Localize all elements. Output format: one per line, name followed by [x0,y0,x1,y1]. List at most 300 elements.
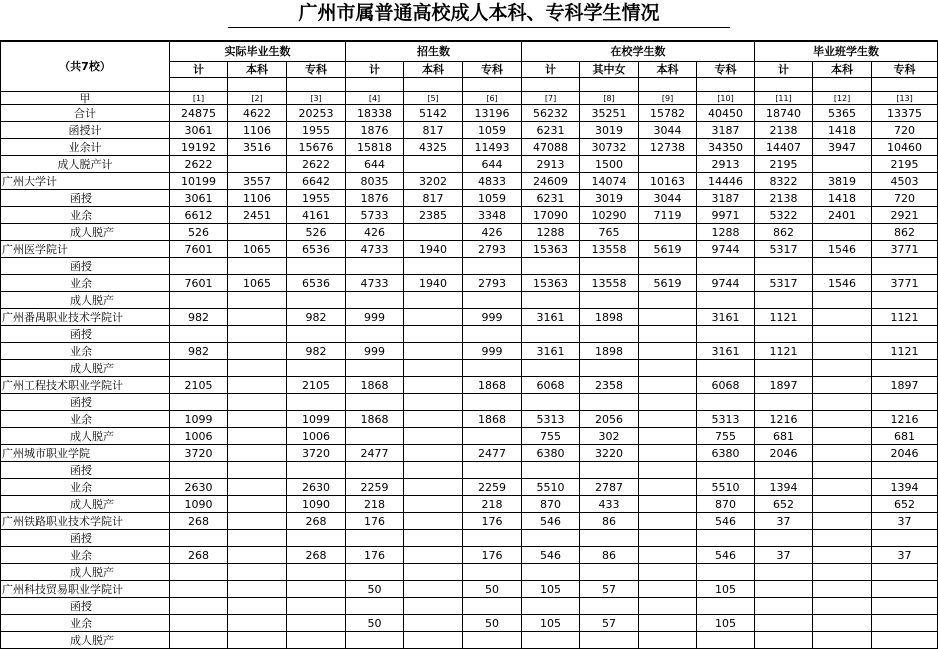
table-cell [287,394,346,411]
table-cell: 720 [872,122,938,139]
table-row [1,292,938,309]
table-cell: 1955 [287,122,346,139]
table-row [1,122,938,139]
group-header: 实际毕业生数 [170,41,346,62]
table-cell: 3557 [228,173,287,190]
table-cell [872,292,938,309]
table-row [1,581,938,598]
table-cell: 47088 [522,139,580,156]
table-cell [228,598,287,615]
subheader: 专科 [697,62,755,78]
table-row [1,632,938,649]
table-cell: 652 [872,496,938,513]
table-cell [522,258,580,275]
table-cell [404,632,463,649]
table-cell [463,326,522,343]
table-cell: 2105 [170,377,228,394]
table-cell [697,462,755,479]
table-cell: 999 [346,343,404,360]
table-cell: 2195 [755,156,813,173]
table-cell: 2477 [346,445,404,462]
row-label: 合计 [1,105,170,122]
table-cell: 176 [463,547,522,564]
table-cell [346,632,404,649]
blank-cell [697,78,755,92]
data-table [0,40,938,649]
table-cell: 2385 [404,207,463,224]
table-cell: 8322 [755,173,813,190]
table-cell [170,292,228,309]
table-cell [872,564,938,581]
table-cell: 6068 [697,377,755,394]
blank-cell [170,78,228,92]
table-cell: 57 [580,615,639,632]
table-cell [755,292,813,309]
table-cell [404,564,463,581]
table-cell [813,258,872,275]
row-label: 成人脱产 [1,564,170,581]
table-cell: 11493 [463,139,522,156]
table-cell: 4733 [346,275,404,292]
table-cell: 681 [872,428,938,445]
table-row [1,360,938,377]
table-cell: 268 [287,547,346,564]
table-cell: 24609 [522,173,580,190]
table-cell: 6536 [287,241,346,258]
table-cell [813,564,872,581]
table-row [1,530,938,547]
table-cell: 1006 [287,428,346,445]
table-cell: 1546 [813,275,872,292]
table-cell [522,530,580,547]
table-cell [580,360,639,377]
table-cell [228,309,287,326]
table-cell [639,326,697,343]
table-cell [813,292,872,309]
table-cell: 14407 [755,139,813,156]
table-cell [755,462,813,479]
table-cell [813,530,872,547]
table-cell [522,462,580,479]
table-cell [872,581,938,598]
table-cell [346,428,404,445]
table-cell: 105 [522,581,580,598]
table-cell [228,445,287,462]
table-cell: 17090 [522,207,580,224]
table-cell [813,411,872,428]
table-cell: 3220 [580,445,639,462]
blank-cell [522,78,580,92]
table-cell [639,309,697,326]
table-cell [346,394,404,411]
table-cell: 1065 [228,275,287,292]
blank-cell [346,78,404,92]
table-cell: 1288 [697,224,755,241]
subheader: 计 [170,62,228,78]
row-label: 函授 [1,530,170,547]
table-cell [170,632,228,649]
table-cell: 546 [697,547,755,564]
table-cell: 57 [580,581,639,598]
table-cell [404,445,463,462]
table-cell [346,292,404,309]
table-row [1,275,938,292]
table-cell: 7601 [170,241,228,258]
table-cell: 1106 [228,122,287,139]
table-cell: 1065 [228,241,287,258]
table-cell [813,360,872,377]
blank-cell [287,78,346,92]
table-cell [170,394,228,411]
table-cell: 5142 [404,105,463,122]
table-cell [228,547,287,564]
table-cell [639,547,697,564]
row-label: 成人脱产 [1,632,170,649]
table-cell [404,411,463,428]
table-row [1,173,938,190]
table-cell [522,394,580,411]
table-cell [228,581,287,598]
table-cell: 3161 [522,343,580,360]
table-cell: 6612 [170,207,228,224]
table-cell [346,598,404,615]
table-cell [697,632,755,649]
table-cell [170,462,228,479]
table-cell [404,326,463,343]
table-cell: 3771 [872,275,938,292]
table-cell: 644 [463,156,522,173]
subheader: 专科 [463,62,522,78]
subheader: 本科 [404,62,463,78]
table-cell: 1099 [287,411,346,428]
table-cell: 426 [463,224,522,241]
table-row [1,139,938,156]
blank-cell [813,78,872,92]
table-cell: 5313 [697,411,755,428]
table-cell [639,513,697,530]
table-cell: 1868 [463,377,522,394]
table-cell: 2259 [346,479,404,496]
table-cell [639,632,697,649]
table-cell [404,496,463,513]
table-cell: 30732 [580,139,639,156]
table-cell: 1121 [755,343,813,360]
column-code: [4] [346,92,404,105]
table-cell [697,258,755,275]
table-cell [755,258,813,275]
table-cell [639,156,697,173]
table-cell: 20253 [287,105,346,122]
table-cell [228,377,287,394]
table-cell [228,564,287,581]
table-cell: 720 [872,190,938,207]
table-cell [580,530,639,547]
table-cell: 50 [463,581,522,598]
row-label: 业余 [1,615,170,632]
table-cell: 14074 [580,173,639,190]
table-cell: 2787 [580,479,639,496]
table-cell: 5317 [755,275,813,292]
table-cell: 37 [872,547,938,564]
table-cell [755,615,813,632]
table-cell [639,428,697,445]
row-label: 函授 [1,394,170,411]
group-header: 毕业班学生数 [755,41,938,62]
table-cell: 105 [697,581,755,598]
subheader: 专科 [287,62,346,78]
table-cell [872,326,938,343]
row-label: 函授 [1,598,170,615]
table-cell: 6380 [522,445,580,462]
table-cell: 24875 [170,105,228,122]
table-cell [170,326,228,343]
row-label: 广州城市职业学院 [1,445,170,462]
table-cell: 1418 [813,190,872,207]
table-row [1,156,938,173]
page-title: 广州市属普通高校成人本科、专科学生情况 [228,0,730,28]
column-code: [8] [580,92,639,105]
table-cell: 9744 [697,275,755,292]
table-cell: 2401 [813,207,872,224]
table-cell: 3044 [639,122,697,139]
table-cell: 9971 [697,207,755,224]
table-row [1,445,938,462]
table-cell: 982 [287,343,346,360]
table-cell: 4833 [463,173,522,190]
table-cell: 3044 [639,190,697,207]
table-cell: 862 [755,224,813,241]
blank-cell [228,78,287,92]
table-cell: 2630 [170,479,228,496]
row-label: 成人脱产计 [1,156,170,173]
column-code: [11] [755,92,813,105]
table-cell [287,564,346,581]
table-cell: 644 [346,156,404,173]
table-cell [872,462,938,479]
table-cell: 35251 [580,105,639,122]
table-cell: 176 [346,547,404,564]
table-cell: 105 [697,615,755,632]
table-cell [639,292,697,309]
table-cell: 5733 [346,207,404,224]
table-cell [580,258,639,275]
table-cell [228,479,287,496]
subheader: 其中女 [580,62,639,78]
table-cell: 86 [580,513,639,530]
table-cell: 2195 [872,156,938,173]
table-cell: 2046 [755,445,813,462]
table-cell [228,513,287,530]
table-cell: 2921 [872,207,938,224]
table-cell [639,445,697,462]
table-cell: 4733 [346,241,404,258]
table-row [1,190,938,207]
table-cell: 999 [463,343,522,360]
table-cell: 6068 [522,377,580,394]
table-cell [697,598,755,615]
table-cell: 15782 [639,105,697,122]
table-row [1,428,938,445]
table-cell: 18338 [346,105,404,122]
table-row [1,241,938,258]
table-cell [463,394,522,411]
table-cell: 4325 [404,139,463,156]
table-cell [639,411,697,428]
table-cell: 3019 [580,190,639,207]
table-cell [228,411,287,428]
column-code: [2] [228,92,287,105]
table-cell [813,513,872,530]
table-cell [404,309,463,326]
table-row [1,105,938,122]
subheader: 本科 [813,62,872,78]
subheader: 计 [755,62,813,78]
table-cell [463,598,522,615]
row-label: 成人脱产 [1,496,170,513]
table-cell: 546 [522,513,580,530]
table-cell [228,462,287,479]
table-cell: 870 [697,496,755,513]
table-cell [697,564,755,581]
table-cell: 3771 [872,241,938,258]
header-row-codes [1,92,938,105]
table-cell [346,462,404,479]
column-code: [12] [813,92,872,105]
table-cell [463,428,522,445]
table-cell [580,326,639,343]
table-cell: 1394 [755,479,813,496]
table-cell: 13558 [580,275,639,292]
table-cell: 176 [346,513,404,530]
table-cell: 2630 [287,479,346,496]
table-cell [228,428,287,445]
table-cell: 6642 [287,173,346,190]
subheader: 计 [346,62,404,78]
table-cell: 50 [346,615,404,632]
row-label: 函授计 [1,122,170,139]
table-cell: 15818 [346,139,404,156]
table-cell: 3061 [170,122,228,139]
table-cell: 999 [346,309,404,326]
table-cell: 1897 [755,377,813,394]
header-row-groups [1,41,938,62]
table-cell [463,462,522,479]
table-cell: 3348 [463,207,522,224]
table-cell: 3187 [697,190,755,207]
table-cell: 1868 [463,411,522,428]
table-cell [872,615,938,632]
table-cell [697,530,755,547]
table-row [1,462,938,479]
table-cell: 1121 [872,343,938,360]
table-cell: 1059 [463,122,522,139]
table-cell: 7601 [170,275,228,292]
table-cell: 6536 [287,275,346,292]
table-cell [639,258,697,275]
table-cell [580,632,639,649]
table-cell [404,479,463,496]
table-cell: 2358 [580,377,639,394]
table-cell [404,615,463,632]
table-cell: 218 [463,496,522,513]
table-cell: 3161 [697,343,755,360]
table-cell: 5619 [639,241,697,258]
row-label: 广州大学计 [1,173,170,190]
table-cell [228,530,287,547]
table-cell: 2056 [580,411,639,428]
row-label: 函授 [1,462,170,479]
blank-cell [580,78,639,92]
table-cell [639,615,697,632]
table-cell: 5619 [639,275,697,292]
table-cell: 14446 [697,173,755,190]
table-cell: 13375 [872,105,938,122]
table-cell [228,224,287,241]
table-cell: 2793 [463,275,522,292]
table-cell [580,394,639,411]
table-cell [287,360,346,377]
table-cell [346,326,404,343]
table-cell: 982 [170,309,228,326]
row-label: 广州工程技术职业学院计 [1,377,170,394]
table-cell [463,292,522,309]
table-cell: 3720 [287,445,346,462]
table-row [1,224,938,241]
table-cell: 765 [580,224,639,241]
table-cell [580,564,639,581]
table-cell [170,598,228,615]
row-label: 成人脱产 [1,428,170,445]
spreadsheet [0,40,937,647]
table-cell: 870 [522,496,580,513]
table-cell [404,224,463,241]
blank-cell [463,78,522,92]
column-code: [10] [697,92,755,105]
table-cell [639,598,697,615]
table-cell: 5322 [755,207,813,224]
column-code: [13] [872,92,938,105]
column-code: [1] [170,92,228,105]
table-cell [639,394,697,411]
table-cell [697,360,755,377]
table-cell: 1099 [170,411,228,428]
table-cell: 4622 [228,105,287,122]
table-cell [872,258,938,275]
table-cell [813,428,872,445]
table-cell [463,360,522,377]
table-cell [755,530,813,547]
column-code: [7] [522,92,580,105]
table-cell: 19192 [170,139,228,156]
table-cell [872,632,938,649]
table-cell [228,258,287,275]
table-cell: 1898 [580,309,639,326]
table-row [1,547,938,564]
table-cell [639,479,697,496]
table-row [1,564,938,581]
table-cell [522,632,580,649]
table-cell [522,598,580,615]
table-cell [463,530,522,547]
blank-cell [404,78,463,92]
table-cell: 12738 [639,139,697,156]
table-cell [346,530,404,547]
table-cell [463,632,522,649]
table-body [1,105,938,649]
row-label: 业余 [1,547,170,564]
row-label-header: 甲 [1,92,170,105]
table-cell: 9744 [697,241,755,258]
